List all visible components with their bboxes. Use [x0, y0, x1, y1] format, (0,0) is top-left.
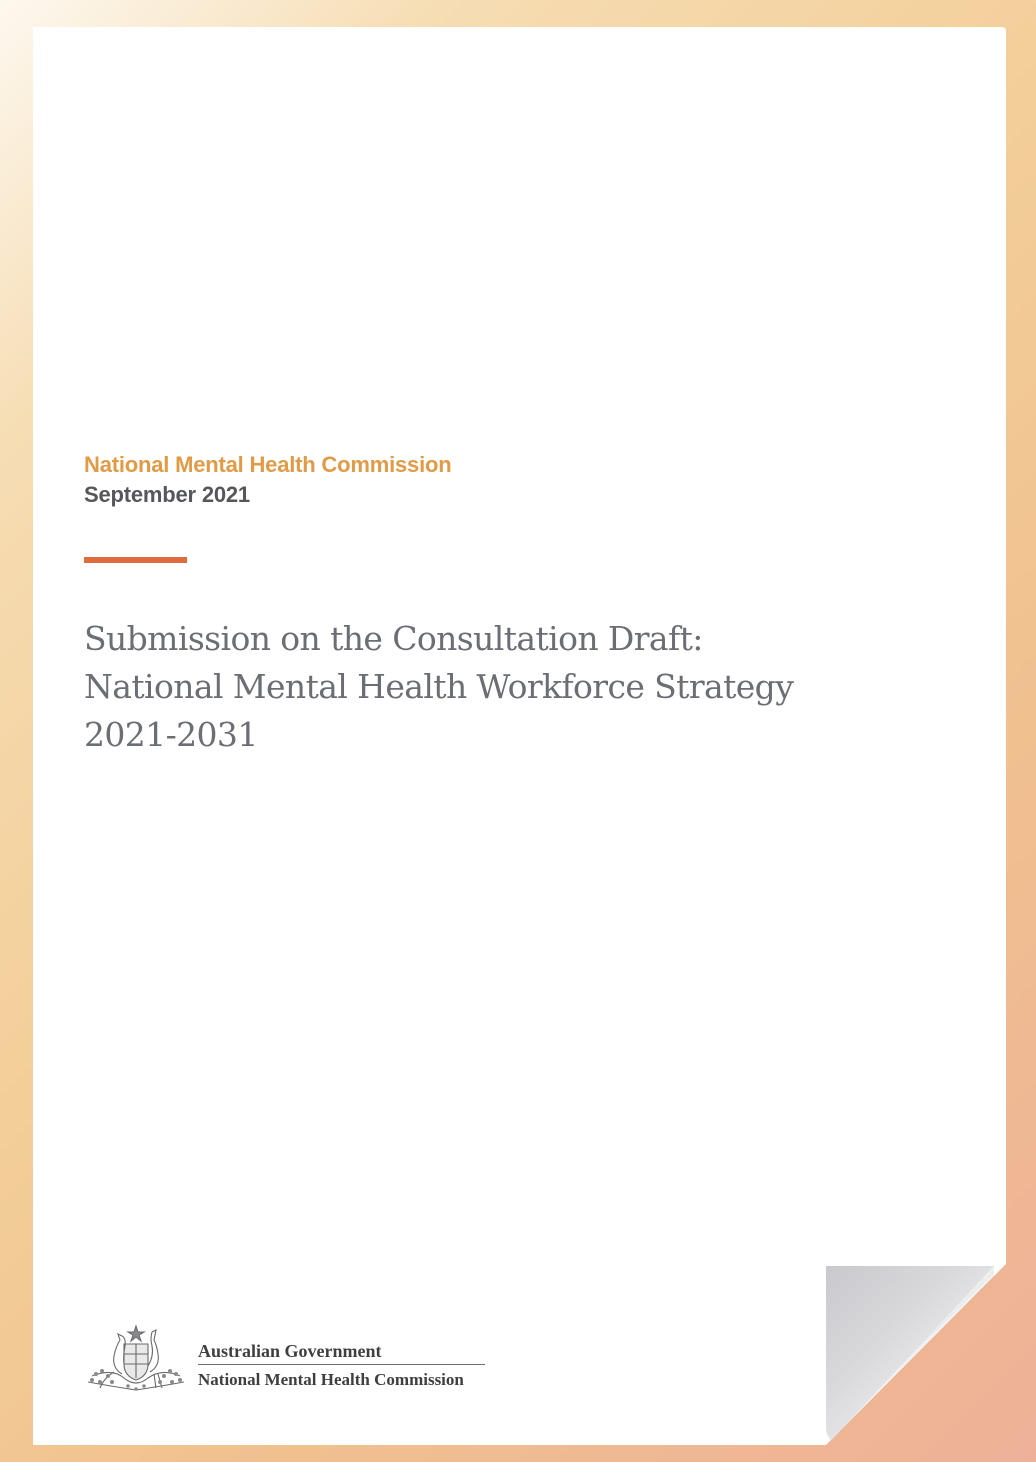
title-line-2: National Mental Health Workforce Strategy: [84, 667, 794, 706]
government-name: Australian Government: [198, 1341, 382, 1361]
accent-rule: [84, 557, 187, 563]
title-line-1: Submission on the Consultation Draft:: [84, 619, 703, 658]
organisation-name: National Mental Health Commission: [84, 452, 452, 477]
title-line-3: 2021-2031: [84, 715, 258, 754]
logo-divider: [198, 1364, 485, 1365]
document-title: [84, 615, 944, 759]
coat-of-arms-icon: [82, 1316, 190, 1396]
government-logo: [82, 1316, 502, 1400]
agency-name: National Mental Health Commission: [198, 1370, 464, 1389]
publication-date: September 2021: [84, 482, 250, 507]
